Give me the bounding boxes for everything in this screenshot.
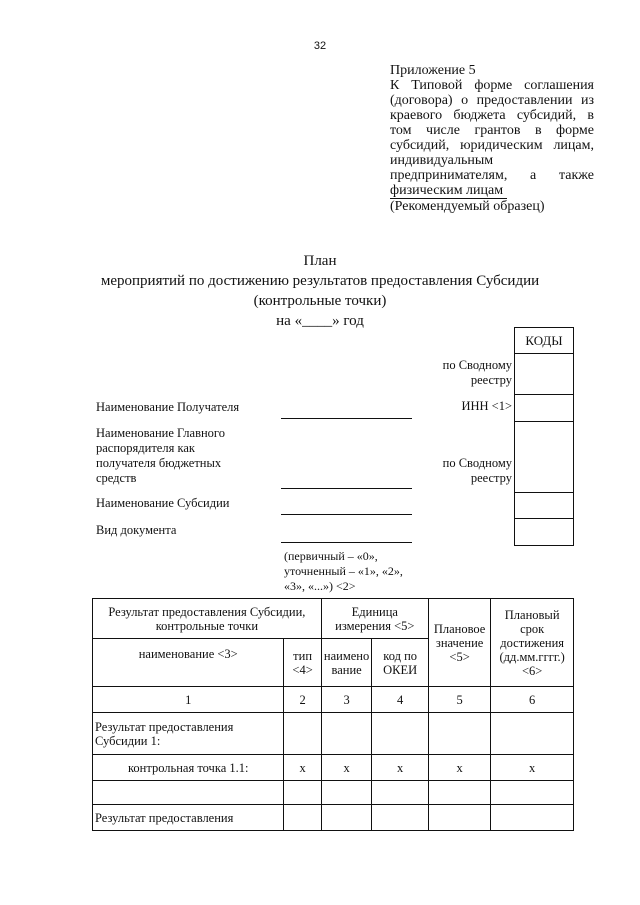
appendix-line: Приложение 5 <box>390 63 476 78</box>
main-manager-label: Наименование Главного распорядителя как получателя бюджетных средств <box>96 426 225 485</box>
main-manager-line[interactable] <box>281 488 412 489</box>
plan-table <box>92 598 574 831</box>
appendix-line: субсидий, юридическим лицам, <box>390 138 594 153</box>
col-number: 4 <box>372 687 428 713</box>
table-cell-mark: x <box>491 755 574 781</box>
codes-header: КОДЫ <box>515 328 574 354</box>
page-number: 32 <box>313 40 327 52</box>
table-cell-mark: x <box>321 755 372 781</box>
header-plan-value: Плановое значение <5> <box>428 599 490 687</box>
doc-type-label: Вид документа <box>96 523 177 537</box>
document-title <box>0 251 640 331</box>
codes-table <box>514 327 574 546</box>
table-cell[interactable] <box>428 805 490 831</box>
subsidy-line[interactable] <box>281 514 412 515</box>
table-cell[interactable] <box>428 713 490 755</box>
appendix-line: физическим лицам <box>390 183 507 199</box>
appendix-line: К Типовой форме соглашения <box>390 78 594 93</box>
appendix-line: том числе грантов в форме <box>390 123 594 138</box>
table-cell-mark: x <box>428 755 490 781</box>
appendix-header <box>390 63 594 214</box>
appendix-line: индивидуальным <box>390 153 494 168</box>
col-number: 1 <box>93 687 284 713</box>
table-cell[interactable] <box>93 781 284 805</box>
header-type: тип <4> <box>284 639 321 687</box>
subsidy-label: Наименование Субсидии <box>96 496 230 510</box>
table-cell[interactable] <box>321 713 372 755</box>
code-cell-inn[interactable] <box>515 395 574 422</box>
table-cell[interactable] <box>491 781 574 805</box>
recipient-label: Наименование Получателя <box>96 400 240 414</box>
header-plan-date: Плановый срок достижения (дд.мм.гггг.) <6> <box>491 599 574 687</box>
table-cell[interactable] <box>372 781 428 805</box>
table-cell[interactable] <box>372 713 428 755</box>
code-cell-registry-2[interactable] <box>515 422 574 493</box>
table-cell[interactable] <box>491 805 574 831</box>
table-cell[interactable] <box>284 713 321 755</box>
table-row-checkpoint-1-1: контрольная точка 1.1: <box>93 755 284 781</box>
table-row-result-1: Результат предоставления Субсидии 1: <box>93 713 284 755</box>
table-row-result-2: Результат предоставления <box>93 805 284 831</box>
col-number: 2 <box>284 687 321 713</box>
table-cell-mark: x <box>372 755 428 781</box>
by-registry-label: по Сводному реестру <box>442 358 512 387</box>
header-unit-name: наимено вание <box>321 639 372 687</box>
title-line: (контрольные точки) <box>253 293 387 309</box>
recipient-line[interactable] <box>281 418 412 419</box>
col-number: 3 <box>321 687 372 713</box>
code-cell-subsidy[interactable] <box>515 493 574 519</box>
appendix-line: предпринимателям, а также <box>390 168 594 183</box>
table-cell[interactable] <box>284 805 321 831</box>
code-cell-registry-1[interactable] <box>515 354 574 395</box>
title-line: на «____» год <box>276 313 364 329</box>
table-cell[interactable] <box>428 781 490 805</box>
appendix-line: (договора) о предоставлении из <box>390 93 594 108</box>
by-registry-label: по Сводному реестру <box>442 456 512 485</box>
appendix-line: (Рекомендуемый образец) <box>390 199 545 214</box>
title-line: мероприятий по достижению результатов предоставления Субсидии <box>100 273 540 289</box>
col-number: 6 <box>491 687 574 713</box>
table-cell[interactable] <box>284 781 321 805</box>
table-cell[interactable] <box>321 805 372 831</box>
col-number: 5 <box>428 687 490 713</box>
table-cell-mark: x <box>284 755 321 781</box>
table-cell[interactable] <box>372 805 428 831</box>
doc-type-line[interactable] <box>281 542 412 543</box>
header-result: Результат предоставления Субсидии, контрольные точки <box>93 599 322 639</box>
header-okei: код по ОКЕИ <box>372 639 428 687</box>
header-unit: Единица измерения <5> <box>321 599 428 639</box>
table-cell[interactable] <box>321 781 372 805</box>
header-name: наименование <3> <box>93 639 284 687</box>
code-cell-doc-type[interactable] <box>515 519 574 546</box>
table-cell[interactable] <box>491 713 574 755</box>
appendix-line: краевого бюджета субсидий, в <box>390 108 594 123</box>
doc-type-note: (первичный – «0», уточненный – «1», «2», «3», «...») <2> <box>284 549 403 593</box>
inn-label: ИНН <1> <box>461 399 512 413</box>
title-line: План <box>303 253 337 269</box>
